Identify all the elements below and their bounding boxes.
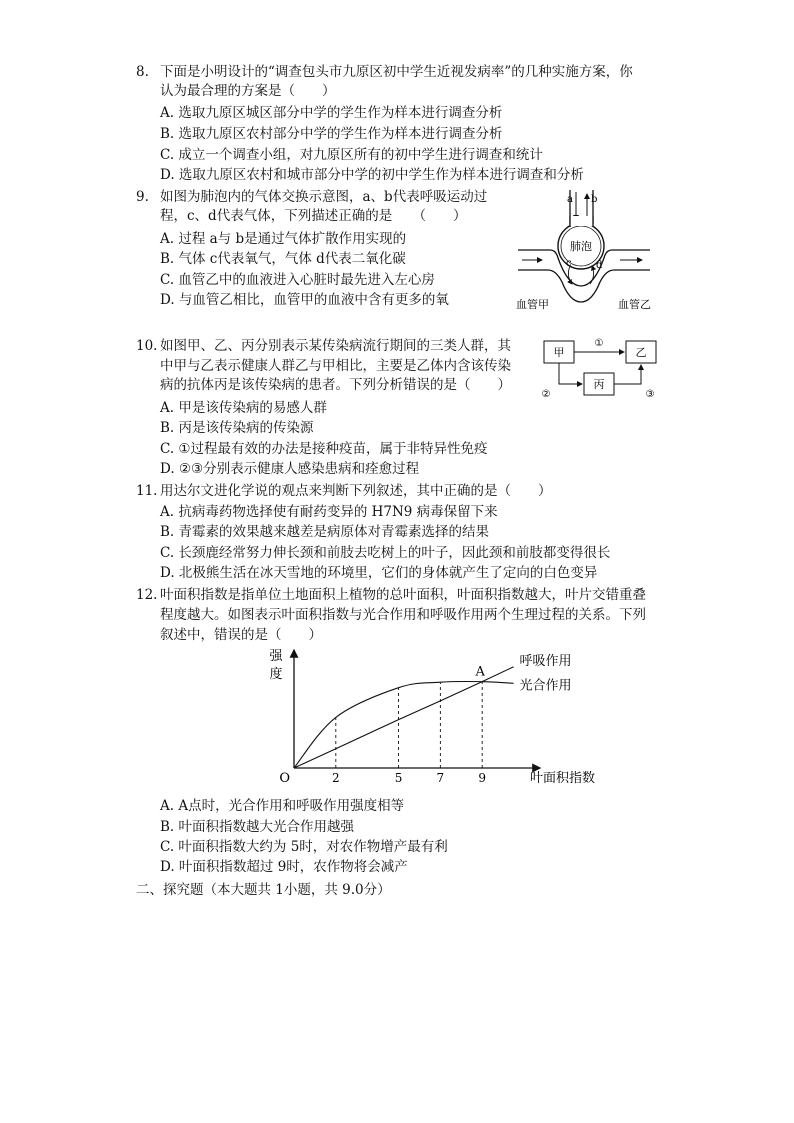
q12-stem-line3: 叙述中，错误的是（ ） <box>160 627 322 643</box>
q8-option-a: A. 选取九原区城区部分中学的学生作为样本进行调查分析 <box>160 105 503 121</box>
q12-stem-line1: 叶面积指数是指单位土地面积上植物的总叶面积，叶面积指数越大，叶片交错重叠 <box>160 587 646 603</box>
x-axis-label: 叶面积指数 <box>530 771 596 786</box>
q10-option-a: A. 甲是该传染病的易感人群 <box>160 400 327 416</box>
q12-number: 12. <box>136 587 158 603</box>
section-2-heading: 二、探究题（本大题共 1小题，共 9.0分） <box>136 882 391 898</box>
label-c: c <box>566 258 572 269</box>
q10-option-d: D. ②③分别表示健康人感染患病和痊愈过程 <box>160 461 420 477</box>
q11-option-a: A. 抗病毒药物选择使有耐药变异的 H7N9 病毒保留下来 <box>160 504 498 520</box>
q9-option-c: C. 血管乙中的血液进入心脏时最先进入左心房 <box>160 272 435 288</box>
q12-option-c: C. 叶面积指数大约为 5时，对农作物增产最有利 <box>160 839 448 855</box>
q11-number: 11. <box>136 483 158 499</box>
alveolus-gas-exchange-figure <box>510 186 660 314</box>
q10-option-b: B. 丙是该传染病的传染源 <box>160 420 314 436</box>
q12-stem-line2: 程度越大。如图表示叶面积指数与光合作用和呼吸作用两个生理过程的关系。下列 <box>160 607 646 623</box>
q9-option-d: D. 与血管乙相比，血管甲的血液中含有更多的氧 <box>160 292 449 308</box>
origin-label: O <box>279 771 290 786</box>
q9-option-a: A. 过程 a与 b是通过气体扩散作用实现的 <box>160 231 407 247</box>
q10-stem-line2: 中甲与乙表示健康人群乙与甲相比，主要是乙体内含该传染 <box>160 358 511 374</box>
q9-option-b: B. 气体 c代表氧气，气体 d代表二氧化碳 <box>160 251 406 267</box>
q9-stem-line2: 程，c、d代表气体，下列描述正确的是 （ ） <box>160 208 467 224</box>
q11-stem-line1: 用达尔文进化学说的观点来判断下列叙述，其中正确的是（ ） <box>160 483 552 499</box>
leaf-area-index-chart <box>260 644 596 794</box>
q8-option-c: C. 成立一个调查小组，对九原区所有的初中学生进行调查和统计 <box>160 147 543 163</box>
label-d: d <box>596 260 603 271</box>
q12-option-a: A. A点时，光合作用和呼吸作用强度相等 <box>160 798 405 814</box>
q8-stem-line2: 认为最合理的方案是（ ） <box>160 83 336 99</box>
series-line-photosynthesis <box>294 681 514 768</box>
q9-stem-line1: 如图为肺泡内的气体交换示意图，a、b代表呼吸运动过 <box>160 189 488 205</box>
mark-2: ② <box>541 389 551 400</box>
point-a-label: A <box>475 664 485 680</box>
x-tick-label-9: 9 <box>478 771 487 785</box>
q9-number: 9. <box>136 189 149 205</box>
box-bing: 丙 <box>593 378 605 391</box>
q10-stem-line3: 病的抗体丙是该传染病的患者。下列分析错误的是（ ） <box>160 377 511 393</box>
box-jia: 甲 <box>553 346 565 359</box>
q8-option-d: D. 选取九原区农村和城市部分中学的初中学生作为样本进行调查和分析 <box>160 167 584 183</box>
infection-flow-figure <box>538 333 664 405</box>
q12-option-b: B. 叶面积指数越大光合作用越强 <box>160 819 355 835</box>
q10-number: 10. <box>136 338 158 354</box>
vessel-jia-label: 血管甲 <box>516 298 549 311</box>
box-yi: 乙 <box>635 346 647 359</box>
label-a: a <box>567 194 573 205</box>
q11-option-b: B. 青霉素的效果越来越差是病原体对青霉素选择的结果 <box>160 524 490 540</box>
series-label-photosynthesis: 光合作用 <box>519 678 572 694</box>
series-label-respiration: 呼吸作用 <box>519 653 572 669</box>
y-axis-label-2: 度 <box>269 667 283 682</box>
x-tick-label-5: 5 <box>394 771 403 785</box>
x-tick-label-7: 7 <box>436 771 445 785</box>
mark-3: ③ <box>645 389 655 400</box>
label-b: b <box>591 194 598 205</box>
q8-number: 8. <box>136 64 149 80</box>
q10-stem-line1: 如图甲、乙、丙分别表示某传染病流行期间的三类人群，其 <box>160 338 511 354</box>
q10-option-c: C. ①过程最有效的办法是接种疫苗，属于非特异性免疫 <box>160 441 488 457</box>
vessel-yi-label: 血管乙 <box>618 298 651 311</box>
q11-option-d: D. 北极熊生活在冰天雪地的环境里，它们的身体就产生了定向的白色变异 <box>160 565 598 581</box>
q11-option-c: C. 长颈鹿经常努力伸长颈和前肢去吃树上的叶子，因此颈和前肢都变得很长 <box>160 545 611 561</box>
mark-1: ① <box>594 338 604 349</box>
q8-option-b: B. 选取九原区农村部分中学的学生作为样本进行调查分析 <box>160 126 503 142</box>
x-tick-label-2: 2 <box>331 771 340 785</box>
alveolus-label: 肺泡 <box>570 240 592 253</box>
y-axis-label-1: 强 <box>269 649 283 664</box>
q8-stem-line1: 下面是小明设计的“调查包头市九原区初中学生近视发病率”的几种实施方案，你 <box>160 64 633 80</box>
q12-option-d: D. 叶面积指数超过 9时，农作物将会减产 <box>160 859 408 875</box>
